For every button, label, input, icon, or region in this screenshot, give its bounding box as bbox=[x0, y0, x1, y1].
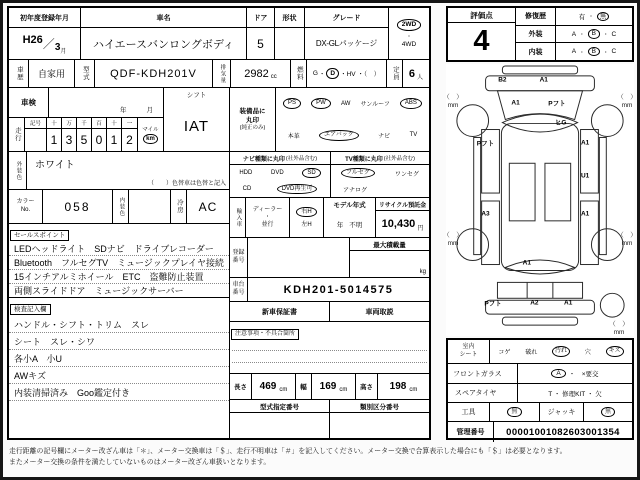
sales-point-line: 15インチアルミホイール ETC 盗難防止装置 bbox=[9, 270, 229, 284]
nav-sd-circled: SD bbox=[302, 168, 320, 179]
first-reg-month-unit: 月 bbox=[60, 49, 67, 55]
tv-fullseg-circled: フルセグ bbox=[341, 168, 375, 179]
handle-cell bbox=[290, 198, 324, 237]
exterior-color-value: ホワイト bbox=[35, 160, 75, 171]
interior-b-circled: B bbox=[588, 47, 600, 56]
mileage-symbol-cell bbox=[25, 129, 47, 151]
jack-value bbox=[584, 403, 632, 421]
damage-mark-A1: A1 bbox=[511, 99, 520, 107]
equipment-label: 装備品に 丸印 (純正のみ) bbox=[230, 88, 276, 151]
displacement-label: 排気量 bbox=[213, 60, 231, 88]
drive-4wd: 4WD bbox=[401, 40, 417, 48]
recycle-value-cell bbox=[376, 211, 429, 237]
footer-notes bbox=[9, 447, 633, 468]
glass-a-circled: A bbox=[551, 369, 565, 378]
fuel-gasoline: G bbox=[312, 70, 318, 77]
grade-label: グレード bbox=[305, 8, 388, 28]
seat-stain-circled: 汚れ bbox=[552, 346, 570, 357]
capacity-unit: 人 bbox=[417, 75, 424, 81]
mileage-header: 十 bbox=[47, 118, 62, 128]
nav-tv-block bbox=[230, 152, 429, 198]
seat-options bbox=[490, 340, 632, 363]
score-value: 4 bbox=[473, 25, 490, 57]
height-label: 高さ bbox=[356, 374, 378, 399]
equip-ps-circled: PS bbox=[283, 98, 301, 109]
front-glass-options: A ・ ×要交 bbox=[518, 364, 632, 383]
seat-hole: 穴 bbox=[584, 350, 591, 356]
mileage-header: 百 bbox=[92, 118, 107, 128]
damage-mark-A2: A2 bbox=[530, 299, 539, 307]
nav-dvd: DVD bbox=[270, 170, 284, 176]
import-row bbox=[230, 198, 429, 238]
car-name-value: ハイエースバンロングボディ bbox=[81, 28, 246, 60]
capacity-label: 定員 bbox=[387, 60, 403, 88]
shift-label: シフト bbox=[186, 92, 207, 99]
reg-no-value bbox=[248, 238, 350, 277]
chassis-row bbox=[230, 278, 429, 302]
equipment-row1 bbox=[276, 88, 429, 120]
jack-label: ジャッキ bbox=[540, 403, 584, 421]
score-label: 評価点 bbox=[448, 8, 515, 23]
equip-airbag-circled: エアバック bbox=[319, 130, 359, 141]
footer-line: またメーター交換の条件を満たしていないものはメーター改ざん車扱いとなります。 bbox=[9, 458, 271, 466]
first-reg-era: H26 bbox=[22, 33, 43, 46]
drive-type-cell bbox=[389, 8, 429, 60]
exterior-grade-options: A ・ B ・ C bbox=[571, 30, 617, 38]
first-reg-month: 3 bbox=[54, 42, 61, 53]
spare-tire-label: スペアタイヤ bbox=[448, 384, 518, 402]
mileage-digit: 3 bbox=[62, 129, 77, 151]
width-label: 幅 bbox=[296, 374, 312, 399]
max-load-unit: kg bbox=[419, 269, 426, 275]
shaken-label: 車検 bbox=[9, 88, 49, 117]
tread-depth-front-left: （ ） mm bbox=[443, 94, 463, 110]
tools-label: 工具 bbox=[448, 403, 490, 421]
tv-analog: アナログ bbox=[343, 187, 368, 194]
interior-grade-label: 内装 bbox=[516, 43, 556, 60]
equip-tv: TV bbox=[409, 132, 418, 139]
notes-section bbox=[230, 322, 429, 374]
reg-no-label: 登録 番号 bbox=[230, 238, 248, 277]
equip-abs-circled: ABS bbox=[400, 98, 422, 109]
exterior-color-label: 外装色 bbox=[9, 152, 27, 189]
shift-value: IAT bbox=[183, 117, 210, 135]
shape-value bbox=[275, 28, 304, 60]
displacement-value bbox=[231, 60, 291, 88]
mileage-table bbox=[25, 118, 137, 151]
first-reg-slash: ／ bbox=[42, 37, 55, 51]
first-reg-value bbox=[9, 28, 80, 60]
seat-label: 室内 シート bbox=[448, 340, 490, 363]
mileage-label: 走行 bbox=[9, 118, 25, 151]
sales-point-line: 両側スライドドア ミュージックサーバー bbox=[14, 286, 184, 296]
max-load-cell: 最大積載量 kg bbox=[350, 238, 429, 277]
grade-value: DX-GLパッケージ bbox=[305, 28, 388, 60]
inspection-tab: 検査記入欄 bbox=[10, 304, 51, 315]
equipment-row2 bbox=[276, 120, 429, 152]
damage-mark-Pフト: Pフト bbox=[476, 140, 495, 148]
damage-mark-A1: A1 bbox=[522, 259, 531, 267]
mileage-digit: 2 bbox=[126, 133, 133, 147]
color-change-note: （ ）色替車は色替と記入 bbox=[147, 181, 226, 187]
type-designation-label: 型式指定番号 bbox=[230, 400, 330, 412]
interior-grade-options: A ・ B ・ C bbox=[571, 47, 617, 56]
exterior-color-cell bbox=[27, 152, 229, 189]
nav-type-header: ナビ種類に丸印 (社外品含む) bbox=[230, 152, 330, 165]
documents-row bbox=[230, 302, 429, 322]
inspection-section bbox=[9, 298, 229, 438]
interior-color-value bbox=[129, 190, 171, 223]
tread-depth-front-right: （ ） mm bbox=[617, 94, 637, 110]
mileage-header: 十 bbox=[107, 118, 122, 128]
inspection-line: ハンドル・シフト・トリム スレ bbox=[9, 316, 229, 333]
mile-label: マイル bbox=[142, 126, 159, 133]
damage-mark-U1: U1 bbox=[580, 172, 590, 180]
exterior-grade-label: 外装 bbox=[516, 26, 556, 43]
nav-type-cell bbox=[230, 152, 330, 197]
model-year-value: 年 不明 bbox=[336, 221, 363, 229]
damage-mark-A3: A3 bbox=[481, 210, 490, 218]
color-number-row bbox=[9, 190, 229, 224]
first-reg-label: 初年度登録年月 bbox=[9, 8, 80, 28]
notes-line bbox=[232, 340, 427, 351]
shaken-date-area bbox=[49, 88, 163, 117]
equip-pw-circled: PW bbox=[311, 98, 331, 109]
door-label: ドア bbox=[247, 8, 274, 28]
shaken-year-unit: 年 bbox=[120, 107, 127, 114]
mileage-digit: 0 bbox=[92, 129, 107, 151]
inspection-line: AWキズ bbox=[9, 367, 229, 384]
spare-tire-row bbox=[448, 384, 632, 403]
nav-dvd-play-circled: DVD再生可 bbox=[277, 184, 318, 195]
mileage-header-kigo: 記号 bbox=[25, 118, 47, 128]
import-dealer-cell: ディーラー ・ 並行 bbox=[246, 198, 290, 237]
exterior-b-circled: B bbox=[588, 29, 600, 38]
mileage-digit: 1 bbox=[47, 129, 62, 151]
mileage-unit-cell bbox=[137, 118, 163, 151]
dimensions-row bbox=[230, 374, 429, 400]
inspection-line: シート スレ・シワ bbox=[9, 333, 229, 350]
condition-box bbox=[446, 338, 634, 440]
drive-dot: ・ bbox=[406, 33, 412, 40]
displacement-unit: cc bbox=[270, 73, 277, 80]
import-label: 輸入車 bbox=[230, 198, 246, 237]
drive-2wd-circled: 2WD bbox=[397, 19, 421, 30]
sales-points-tab: セールスポイント bbox=[10, 230, 69, 241]
mileage-header: 万 bbox=[62, 118, 77, 128]
sales-point-line: Bluetooth フルセグTV ミュージックプレイヤ接続 bbox=[9, 256, 229, 270]
fuel-dot: ・ bbox=[318, 71, 326, 78]
nav-cd: CD bbox=[242, 186, 252, 192]
length-label: 長さ bbox=[230, 374, 252, 399]
height-value: 198 cm bbox=[389, 381, 418, 393]
seat-scratch-circled: キズ bbox=[606, 346, 624, 357]
exterior-color-row bbox=[9, 152, 229, 190]
sales-point-line: LEDヘッドライト SDナビ ドライブレコーダー bbox=[9, 242, 229, 256]
evaluation-box bbox=[446, 6, 634, 62]
displacement-number: 2982 bbox=[244, 67, 269, 80]
history-label: 車歴 bbox=[9, 60, 29, 88]
damage-mark-A1: A1 bbox=[564, 299, 573, 307]
car-name-label: 車名 bbox=[81, 8, 246, 28]
title-rows bbox=[9, 8, 429, 60]
model-code-value: QDF-KDH201V bbox=[95, 60, 213, 88]
class-number-label: 類別区分番号 bbox=[360, 403, 399, 411]
shift-cell bbox=[163, 88, 229, 151]
shaken-shift-block bbox=[9, 88, 229, 152]
tools-row bbox=[448, 403, 632, 422]
fuel-diesel-circled: D bbox=[326, 68, 339, 79]
fuel-label: 燃料 bbox=[291, 60, 307, 88]
seat-burn: コゲ bbox=[498, 350, 511, 356]
diagram-marks bbox=[446, 64, 634, 336]
history-value: 自家用 bbox=[29, 60, 75, 88]
cooling-value: AC bbox=[198, 199, 218, 214]
registration-row bbox=[9, 60, 429, 88]
tv-type-cell bbox=[330, 152, 429, 197]
tread-depth-rear-right: （ ） mm bbox=[617, 232, 637, 248]
left-handle: 左H bbox=[301, 222, 312, 229]
damage-mark-A1: A1 bbox=[539, 76, 548, 84]
length-value: 469 cm bbox=[252, 374, 296, 399]
spare-tire-options: T ・ 修理KIT ・ 欠 bbox=[548, 390, 602, 398]
jack-none-circled: 無 bbox=[601, 407, 615, 418]
fuel-options bbox=[307, 60, 387, 88]
inspection-line: 各小A 小U bbox=[9, 350, 229, 367]
warranty-label: 新車保証書 bbox=[230, 302, 330, 321]
model-year-cell: モデル年式 年 不明 bbox=[324, 198, 376, 237]
recycle-amount: 10,430 bbox=[381, 218, 416, 230]
footer-line: 走行距離の記号欄にメーター改ざん車は「＊」、メーター交換車は「＄」、走行不明車は「＃」を記入してください。メーター交換で合算表示した場合にも「＄」は必要となります。 bbox=[9, 448, 567, 455]
equip-navi: ナビ bbox=[378, 133, 391, 140]
width-value: 169 cm bbox=[312, 374, 356, 399]
repair-no-circled: 無 bbox=[597, 12, 610, 21]
km-circled: km bbox=[143, 134, 158, 145]
recycle-yen: 円 bbox=[417, 225, 424, 232]
color-no-value: 058 bbox=[43, 190, 113, 223]
fuel-rest: ・HV ・（ ） bbox=[340, 71, 381, 78]
door-value: 5 bbox=[247, 28, 274, 60]
management-number-row bbox=[448, 422, 632, 442]
vehicle-info-panel bbox=[7, 6, 431, 440]
capacity-number: 6 bbox=[408, 67, 416, 80]
notes-line bbox=[232, 363, 427, 373]
front-glass-row bbox=[448, 364, 632, 384]
shaken-row bbox=[9, 88, 163, 118]
shaken-month-unit: 月 bbox=[146, 107, 153, 114]
damage-mark-Pフト: Pフト bbox=[484, 300, 502, 308]
middle-column bbox=[229, 88, 429, 438]
manual-label: 車両取説 bbox=[365, 308, 394, 316]
nav-hdd: HDD bbox=[239, 170, 253, 176]
left-column bbox=[9, 88, 229, 438]
tools-value bbox=[490, 403, 540, 421]
mileage-digit: 5 bbox=[77, 129, 92, 151]
panel-body bbox=[9, 88, 429, 438]
damage-diagram bbox=[443, 64, 637, 337]
notes-tab: 注意事項・不具合箇所 bbox=[231, 329, 299, 340]
tv-type-header: TV種類に丸印 (社外品含む) bbox=[331, 152, 429, 165]
mileage-digit: 1 bbox=[107, 129, 122, 151]
tv-oneseg: ワンセグ bbox=[394, 171, 419, 178]
equip-sunroof: サンルーフ bbox=[360, 102, 390, 109]
management-value: 00001001082603001354 bbox=[506, 426, 620, 438]
repair-history-options: 有 ・ 無 bbox=[556, 8, 632, 25]
management-label: 管理番号 bbox=[448, 422, 494, 442]
mileage-header: 一 bbox=[126, 121, 133, 127]
front-glass-label: フロントガラス bbox=[448, 364, 518, 383]
shape-label: 形状 bbox=[275, 8, 304, 28]
model-code-label: 型式 bbox=[75, 60, 95, 88]
type-designation-value bbox=[230, 413, 330, 438]
tread-depth-spare: （ ） mm bbox=[609, 321, 629, 337]
interior-color-label: 内装色 bbox=[113, 190, 129, 223]
chassis-label: 車台 番号 bbox=[230, 278, 248, 301]
notes-line bbox=[232, 351, 427, 362]
equipment-block bbox=[230, 88, 429, 152]
tools-none-circled: 無 bbox=[507, 407, 521, 418]
right-handle-circled: 右H bbox=[296, 207, 316, 218]
damage-mark-ヒG: ヒG bbox=[554, 119, 567, 127]
inspection-line: 内装清掃済み Goo鑑定付き bbox=[9, 384, 229, 401]
repair-history-label: 修復歴 bbox=[516, 8, 556, 25]
class-number-value bbox=[330, 413, 429, 438]
color-no-label: カラー No. bbox=[9, 190, 43, 223]
damage-mark-A1: A1 bbox=[580, 139, 590, 147]
seat-condition-row bbox=[448, 340, 632, 364]
recycle-cell: リサイクル預託金 10,430 円 bbox=[376, 198, 429, 237]
sales-points-section bbox=[9, 224, 229, 298]
equip-aw: AW bbox=[340, 100, 351, 107]
cooling-label: 冷房 bbox=[171, 190, 187, 223]
mileage-row bbox=[9, 118, 163, 151]
type-numbers-block bbox=[230, 400, 429, 438]
equip-leather: 本革 bbox=[287, 133, 300, 140]
damage-mark-B2: B2 bbox=[498, 76, 507, 84]
damage-mark-Pフト: Pフト bbox=[548, 100, 566, 108]
mileage-header: 千 bbox=[77, 118, 92, 128]
seat-tear: 破れ bbox=[525, 350, 538, 356]
capacity-value bbox=[403, 60, 429, 88]
tread-depth-rear-left: （ ） mm bbox=[443, 232, 463, 248]
registration-number-row bbox=[230, 238, 429, 278]
chassis-value: KDH201-5014575 bbox=[283, 283, 394, 296]
damage-mark-A1: A1 bbox=[580, 210, 590, 218]
